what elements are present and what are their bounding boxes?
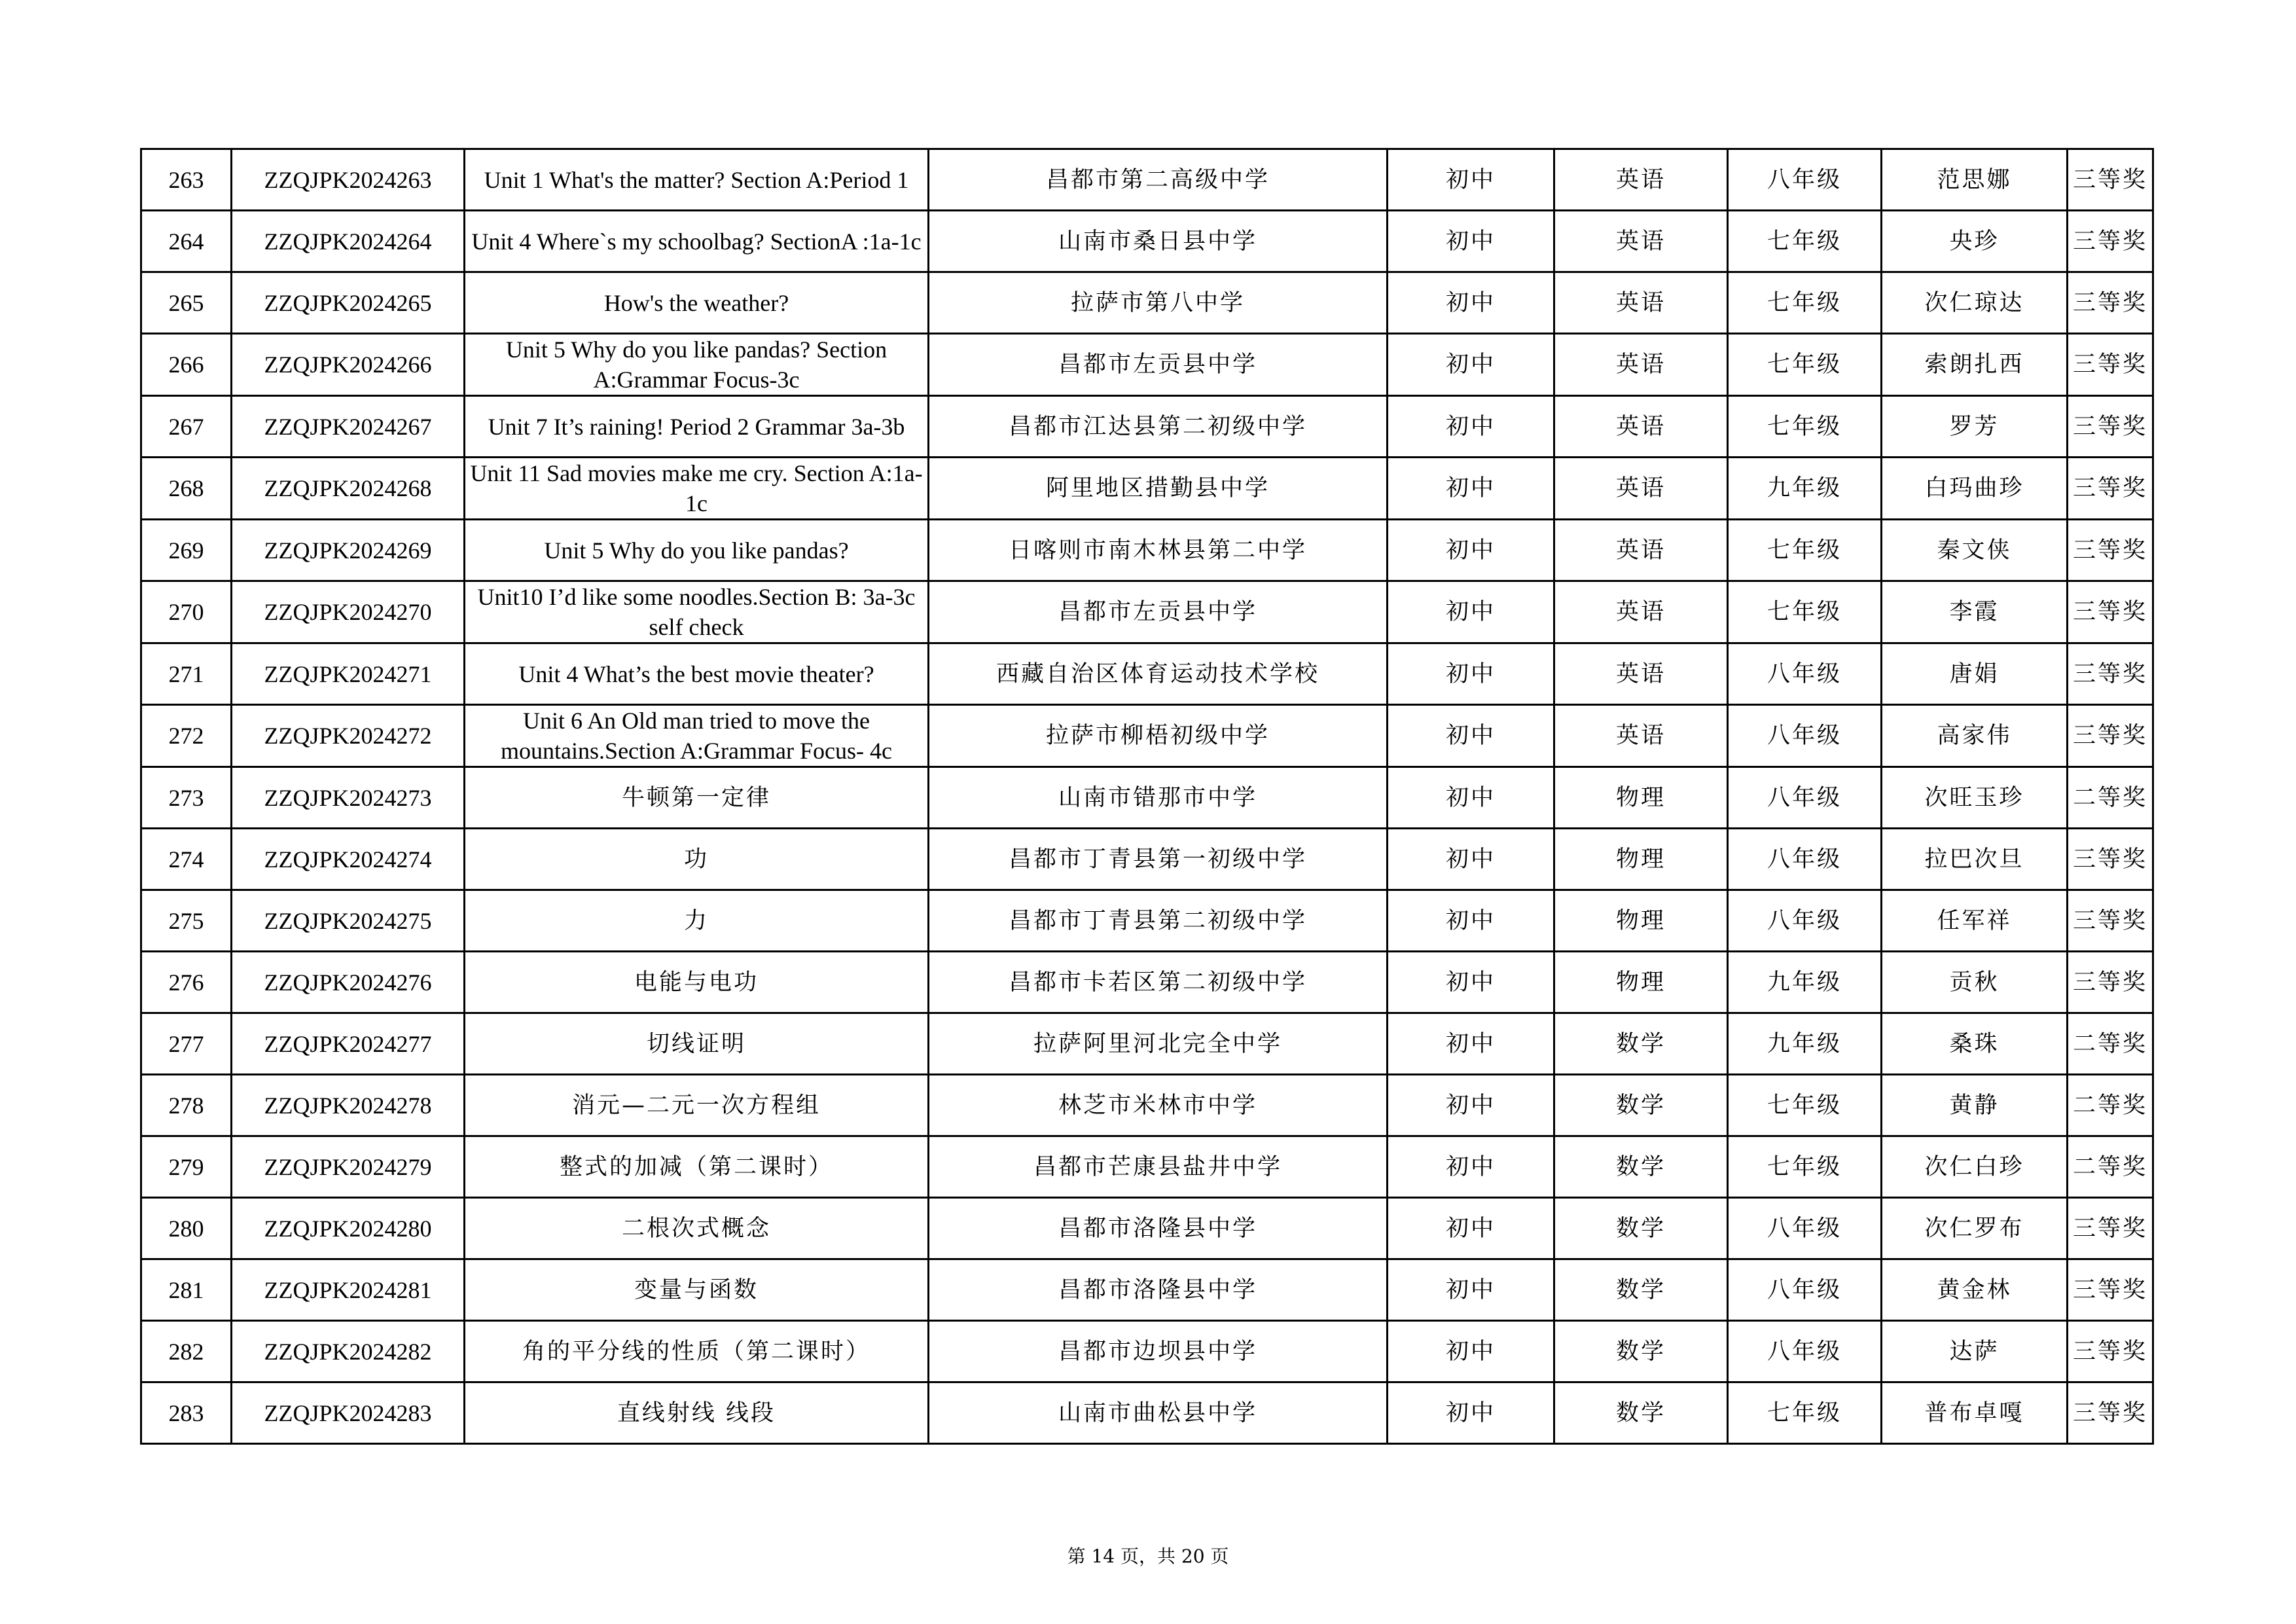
cell-grade: 九年级 — [1728, 458, 1882, 520]
cell-code: ZZQJPK2024282 — [232, 1321, 465, 1382]
table-row — [141, 458, 2153, 520]
cell-lesson-title: 消元—二元一次方程组 — [465, 1075, 929, 1136]
cell-school: 昌都市左贡县中学 — [929, 581, 1388, 643]
cell-school: 昌都市丁青县第一初级中学 — [929, 829, 1388, 890]
cell-grade: 七年级 — [1728, 1075, 1882, 1136]
cell-subject: 物理 — [1554, 890, 1728, 952]
cell-stage: 初中 — [1388, 272, 1554, 334]
cell-stage: 初中 — [1388, 149, 1554, 211]
cell-subject: 物理 — [1554, 952, 1728, 1013]
cell-number: 282 — [141, 1321, 232, 1382]
cell-grade: 八年级 — [1728, 149, 1882, 211]
cell-award: 三等奖 — [2068, 829, 2153, 890]
cell-stage: 初中 — [1388, 211, 1554, 272]
cell-award: 三等奖 — [2068, 952, 2153, 1013]
cell-lesson-title: 切线证明 — [465, 1013, 929, 1075]
cell-teacher: 次仁琼达 — [1882, 272, 2068, 334]
table-row — [141, 272, 2153, 334]
cell-number: 275 — [141, 890, 232, 952]
cell-teacher: 次仁白珍 — [1882, 1136, 2068, 1198]
cell-subject: 英语 — [1554, 458, 1728, 520]
cell-school: 昌都市丁青县第二初级中学 — [929, 890, 1388, 952]
cell-award: 二等奖 — [2068, 767, 2153, 829]
cell-teacher: 拉巴次旦 — [1882, 829, 2068, 890]
cell-teacher: 黄静 — [1882, 1075, 2068, 1136]
cell-stage: 初中 — [1388, 581, 1554, 643]
cell-grade: 八年级 — [1728, 1321, 1882, 1382]
cell-award: 三等奖 — [2068, 1259, 2153, 1321]
cell-lesson-title: 整式的加减（第二课时） — [465, 1136, 929, 1198]
cell-award: 三等奖 — [2068, 396, 2153, 458]
cell-code: ZZQJPK2024283 — [232, 1382, 465, 1444]
table-row — [141, 705, 2153, 767]
cell-grade: 八年级 — [1728, 829, 1882, 890]
cell-award: 三等奖 — [2068, 520, 2153, 581]
cell-teacher: 达萨 — [1882, 1321, 2068, 1382]
cell-subject: 数学 — [1554, 1136, 1728, 1198]
cell-subject: 英语 — [1554, 705, 1728, 767]
cell-grade: 七年级 — [1728, 520, 1882, 581]
cell-school: 昌都市洛隆县中学 — [929, 1198, 1388, 1259]
cell-teacher: 次仁罗布 — [1882, 1198, 2068, 1259]
cell-teacher: 索朗扎西 — [1882, 334, 2068, 396]
cell-subject: 数学 — [1554, 1198, 1728, 1259]
cell-lesson-title: Unit 4 What’s the best movie theater? — [465, 643, 929, 705]
cell-award: 三等奖 — [2068, 1321, 2153, 1382]
cell-number: 272 — [141, 705, 232, 767]
cell-grade: 八年级 — [1728, 1198, 1882, 1259]
cell-stage: 初中 — [1388, 1259, 1554, 1321]
cell-code: ZZQJPK2024267 — [232, 396, 465, 458]
cell-number: 270 — [141, 581, 232, 643]
cell-school: 拉萨市第八中学 — [929, 272, 1388, 334]
cell-grade: 七年级 — [1728, 334, 1882, 396]
cell-grade: 八年级 — [1728, 705, 1882, 767]
cell-school: 拉萨市柳梧初级中学 — [929, 705, 1388, 767]
cell-lesson-title: Unit 6 An Old man tried to move the mountains.Section A:Grammar Focus- 4c — [465, 705, 929, 767]
cell-stage: 初中 — [1388, 334, 1554, 396]
cell-teacher: 唐娟 — [1882, 643, 2068, 705]
table-row — [141, 1382, 2153, 1444]
cell-code: ZZQJPK2024281 — [232, 1259, 465, 1321]
cell-school: 山南市桑日县中学 — [929, 211, 1388, 272]
cell-teacher: 普布卓嘎 — [1882, 1382, 2068, 1444]
cell-lesson-title: 角的平分线的性质（第二课时） — [465, 1321, 929, 1382]
cell-subject: 数学 — [1554, 1259, 1728, 1321]
cell-stage: 初中 — [1388, 396, 1554, 458]
cell-lesson-title: Unit 1 What's the matter? Section A:Period 1 — [465, 149, 929, 211]
table-row — [141, 952, 2153, 1013]
cell-award: 三等奖 — [2068, 1198, 2153, 1259]
cell-stage: 初中 — [1388, 705, 1554, 767]
cell-lesson-title: Unit 11 Sad movies make me cry. Section A:1a-1c — [465, 458, 929, 520]
cell-subject: 数学 — [1554, 1075, 1728, 1136]
cell-subject: 英语 — [1554, 520, 1728, 581]
cell-stage: 初中 — [1388, 890, 1554, 952]
cell-subject: 英语 — [1554, 334, 1728, 396]
cell-number: 283 — [141, 1382, 232, 1444]
cell-code: ZZQJPK2024266 — [232, 334, 465, 396]
cell-stage: 初中 — [1388, 458, 1554, 520]
cell-subject: 英语 — [1554, 581, 1728, 643]
cell-number: 269 — [141, 520, 232, 581]
cell-grade: 七年级 — [1728, 1136, 1882, 1198]
cell-lesson-title: 直线射线 线段 — [465, 1382, 929, 1444]
cell-award: 三等奖 — [2068, 890, 2153, 952]
cell-subject: 数学 — [1554, 1321, 1728, 1382]
cell-grade: 八年级 — [1728, 1259, 1882, 1321]
cell-number: 271 — [141, 643, 232, 705]
cell-school: 昌都市卡若区第二初级中学 — [929, 952, 1388, 1013]
cell-stage: 初中 — [1388, 767, 1554, 829]
table-row — [141, 211, 2153, 272]
cell-lesson-title: Unit 5 Why do you like pandas? — [465, 520, 929, 581]
cell-lesson-title: Unit10 I’d like some noodles.Section B: 3a-3c self check — [465, 581, 929, 643]
cell-grade: 八年级 — [1728, 767, 1882, 829]
cell-grade: 七年级 — [1728, 581, 1882, 643]
cell-stage: 初中 — [1388, 1013, 1554, 1075]
cell-award: 三等奖 — [2068, 581, 2153, 643]
cell-subject: 英语 — [1554, 643, 1728, 705]
cell-grade: 九年级 — [1728, 1013, 1882, 1075]
cell-teacher: 黄金林 — [1882, 1259, 2068, 1321]
cell-school: 昌都市左贡县中学 — [929, 334, 1388, 396]
cell-code: ZZQJPK2024278 — [232, 1075, 465, 1136]
table-row — [141, 1198, 2153, 1259]
cell-grade: 八年级 — [1728, 890, 1882, 952]
cell-lesson-title: 牛顿第一定律 — [465, 767, 929, 829]
table-row — [141, 581, 2153, 643]
cell-code: ZZQJPK2024279 — [232, 1136, 465, 1198]
cell-stage: 初中 — [1388, 1321, 1554, 1382]
cell-number: 277 — [141, 1013, 232, 1075]
cell-school: 昌都市芒康县盐井中学 — [929, 1136, 1388, 1198]
cell-subject: 数学 — [1554, 1382, 1728, 1444]
cell-school: 昌都市江达县第二初级中学 — [929, 396, 1388, 458]
cell-lesson-title: 功 — [465, 829, 929, 890]
cell-school: 昌都市第二高级中学 — [929, 149, 1388, 211]
cell-stage: 初中 — [1388, 1075, 1554, 1136]
cell-subject: 物理 — [1554, 829, 1728, 890]
cell-lesson-title: 力 — [465, 890, 929, 952]
cell-number: 265 — [141, 272, 232, 334]
cell-award: 三等奖 — [2068, 1382, 2153, 1444]
cell-number: 267 — [141, 396, 232, 458]
table-row — [141, 767, 2153, 829]
cell-code: ZZQJPK2024277 — [232, 1013, 465, 1075]
table-row — [141, 520, 2153, 581]
table-row — [141, 1075, 2153, 1136]
table-row — [141, 1136, 2153, 1198]
cell-number: 280 — [141, 1198, 232, 1259]
table-row — [141, 1259, 2153, 1321]
cell-code: ZZQJPK2024270 — [232, 581, 465, 643]
cell-stage: 初中 — [1388, 643, 1554, 705]
cell-school: 昌都市边坝县中学 — [929, 1321, 1388, 1382]
cell-number: 268 — [141, 458, 232, 520]
table-row — [141, 149, 2153, 211]
cell-stage: 初中 — [1388, 1382, 1554, 1444]
table-row — [141, 643, 2153, 705]
cell-code: ZZQJPK2024269 — [232, 520, 465, 581]
cell-teacher: 白玛曲珍 — [1882, 458, 2068, 520]
cell-grade: 九年级 — [1728, 952, 1882, 1013]
cell-code: ZZQJPK2024273 — [232, 767, 465, 829]
cell-stage: 初中 — [1388, 1136, 1554, 1198]
cell-school: 拉萨阿里河北完全中学 — [929, 1013, 1388, 1075]
cell-code: ZZQJPK2024264 — [232, 211, 465, 272]
table-body — [141, 149, 2153, 1444]
cell-grade: 七年级 — [1728, 272, 1882, 334]
cell-code: ZZQJPK2024274 — [232, 829, 465, 890]
cell-teacher: 央珍 — [1882, 211, 2068, 272]
cell-award: 三等奖 — [2068, 643, 2153, 705]
table-row — [141, 334, 2153, 396]
cell-lesson-title: 变量与函数 — [465, 1259, 929, 1321]
cell-award: 三等奖 — [2068, 705, 2153, 767]
cell-subject: 英语 — [1554, 272, 1728, 334]
award-table — [140, 148, 2154, 1445]
cell-code: ZZQJPK2024268 — [232, 458, 465, 520]
cell-school: 昌都市洛隆县中学 — [929, 1259, 1388, 1321]
cell-school: 西藏自治区体育运动技术学校 — [929, 643, 1388, 705]
cell-teacher: 桑珠 — [1882, 1013, 2068, 1075]
cell-number: 263 — [141, 149, 232, 211]
cell-grade: 七年级 — [1728, 1382, 1882, 1444]
cell-award: 二等奖 — [2068, 1136, 2153, 1198]
cell-grade: 七年级 — [1728, 211, 1882, 272]
cell-number: 274 — [141, 829, 232, 890]
cell-subject: 数学 — [1554, 1013, 1728, 1075]
table-row — [141, 396, 2153, 458]
cell-school: 山南市错那市中学 — [929, 767, 1388, 829]
cell-teacher: 罗芳 — [1882, 396, 2068, 458]
cell-teacher: 贡秋 — [1882, 952, 2068, 1013]
table-row — [141, 890, 2153, 952]
cell-stage: 初中 — [1388, 952, 1554, 1013]
cell-lesson-title: 电能与电功 — [465, 952, 929, 1013]
cell-lesson-title: 二根次式概念 — [465, 1198, 929, 1259]
cell-grade: 八年级 — [1728, 643, 1882, 705]
cell-number: 279 — [141, 1136, 232, 1198]
cell-number: 281 — [141, 1259, 232, 1321]
cell-teacher: 李霞 — [1882, 581, 2068, 643]
cell-award: 三等奖 — [2068, 458, 2153, 520]
cell-number: 266 — [141, 334, 232, 396]
cell-lesson-title: Unit 4 Where`s my schoolbag? SectionA :1a-1c — [465, 211, 929, 272]
page-number-footer: 第 14 页，共 20 页 — [1067, 1545, 1229, 1567]
cell-grade: 七年级 — [1728, 396, 1882, 458]
cell-stage: 初中 — [1388, 520, 1554, 581]
cell-number: 264 — [141, 211, 232, 272]
cell-code: ZZQJPK2024280 — [232, 1198, 465, 1259]
cell-subject: 物理 — [1554, 767, 1728, 829]
cell-code: ZZQJPK2024272 — [232, 705, 465, 767]
cell-stage: 初中 — [1388, 1198, 1554, 1259]
cell-number: 273 — [141, 767, 232, 829]
cell-award: 三等奖 — [2068, 334, 2153, 396]
table-row — [141, 1013, 2153, 1075]
cell-teacher: 任军祥 — [1882, 890, 2068, 952]
cell-school: 林芝市米林市中学 — [929, 1075, 1388, 1136]
cell-code: ZZQJPK2024271 — [232, 643, 465, 705]
cell-code: ZZQJPK2024275 — [232, 890, 465, 952]
cell-teacher: 次旺玉珍 — [1882, 767, 2068, 829]
cell-code: ZZQJPK2024276 — [232, 952, 465, 1013]
cell-lesson-title: Unit 7 It’s raining! Period 2 Grammar 3a-3b — [465, 396, 929, 458]
cell-subject: 英语 — [1554, 396, 1728, 458]
cell-stage: 初中 — [1388, 829, 1554, 890]
cell-teacher: 范思娜 — [1882, 149, 2068, 211]
cell-subject: 英语 — [1554, 211, 1728, 272]
cell-lesson-title: Unit 5 Why do you like pandas? Section A:Grammar Focus-3c — [465, 334, 929, 396]
table-row — [141, 1321, 2153, 1382]
cell-award: 二等奖 — [2068, 1075, 2153, 1136]
cell-number: 276 — [141, 952, 232, 1013]
cell-code: ZZQJPK2024263 — [232, 149, 465, 211]
cell-number: 278 — [141, 1075, 232, 1136]
cell-award: 三等奖 — [2068, 211, 2153, 272]
cell-award: 三等奖 — [2068, 272, 2153, 334]
cell-school: 山南市曲松县中学 — [929, 1382, 1388, 1444]
cell-teacher: 高家伟 — [1882, 705, 2068, 767]
cell-teacher: 秦文侠 — [1882, 520, 2068, 581]
cell-award: 二等奖 — [2068, 1013, 2153, 1075]
cell-school: 阿里地区措勤县中学 — [929, 458, 1388, 520]
cell-subject: 英语 — [1554, 149, 1728, 211]
cell-code: ZZQJPK2024265 — [232, 272, 465, 334]
table-row — [141, 829, 2153, 890]
cell-school: 日喀则市南木林县第二中学 — [929, 520, 1388, 581]
cell-lesson-title: How's the weather? — [465, 272, 929, 334]
cell-award: 三等奖 — [2068, 149, 2153, 211]
